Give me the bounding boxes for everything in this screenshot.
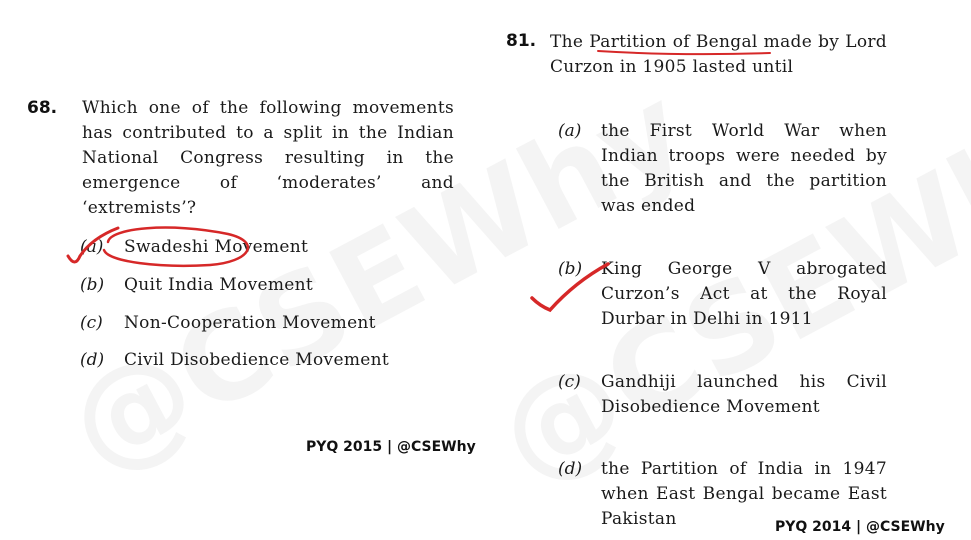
option-text: the First World War when Indian troops were needed by the British and the partition was ended: [601, 121, 887, 216]
option-right-b[interactable]: [558, 257, 888, 332]
option-text: Swadeshi Movement: [124, 237, 309, 257]
option-label: (a): [80, 237, 104, 257]
option-text: the Partition of India in 1947 when East Bengal became East Pakistan: [601, 459, 887, 529]
option-text: Gandhiji launched his Civil Disobedience Movement: [601, 372, 887, 417]
option-text: Quit India Movement: [124, 275, 314, 295]
option-label: (b): [80, 275, 105, 295]
option-left-a[interactable]: [80, 235, 410, 260]
option-label: (c): [558, 372, 581, 392]
option-label: (d): [80, 350, 105, 370]
option-right-c[interactable]: [558, 370, 888, 420]
option-label: (b): [558, 259, 583, 279]
question-text-left: Which one of the following movements has contributed to a split in the Indian National Congress resulting in the emergence of ‘moderates’ and ‘extremists’?: [82, 98, 454, 218]
option-label: (a): [558, 121, 582, 141]
option-label: (c): [80, 313, 103, 333]
source-tag-right: PYQ 2014 | @CSEWhy: [775, 519, 945, 535]
source-tag-left: PYQ 2015 | @CSEWhy: [306, 439, 476, 455]
question-number-right: 81.: [506, 31, 537, 51]
option-left-c[interactable]: [80, 311, 410, 336]
option-text: Non-Cooperation Movement: [124, 313, 376, 333]
question-number-left: 68.: [27, 98, 58, 118]
option-text: King George V abrogated Curzon’s Act at the Royal Durbar in Delhi in 1911: [601, 259, 887, 329]
option-right-a[interactable]: [558, 119, 888, 219]
option-left-b[interactable]: [80, 273, 410, 298]
option-left-d[interactable]: [80, 348, 420, 373]
option-label: (d): [558, 459, 583, 479]
question-text-right: The Partition of Bengal made by Lord Curzon in 1905 lasted until: [550, 32, 887, 77]
option-text: Civil Disobedience Movement: [124, 350, 389, 370]
